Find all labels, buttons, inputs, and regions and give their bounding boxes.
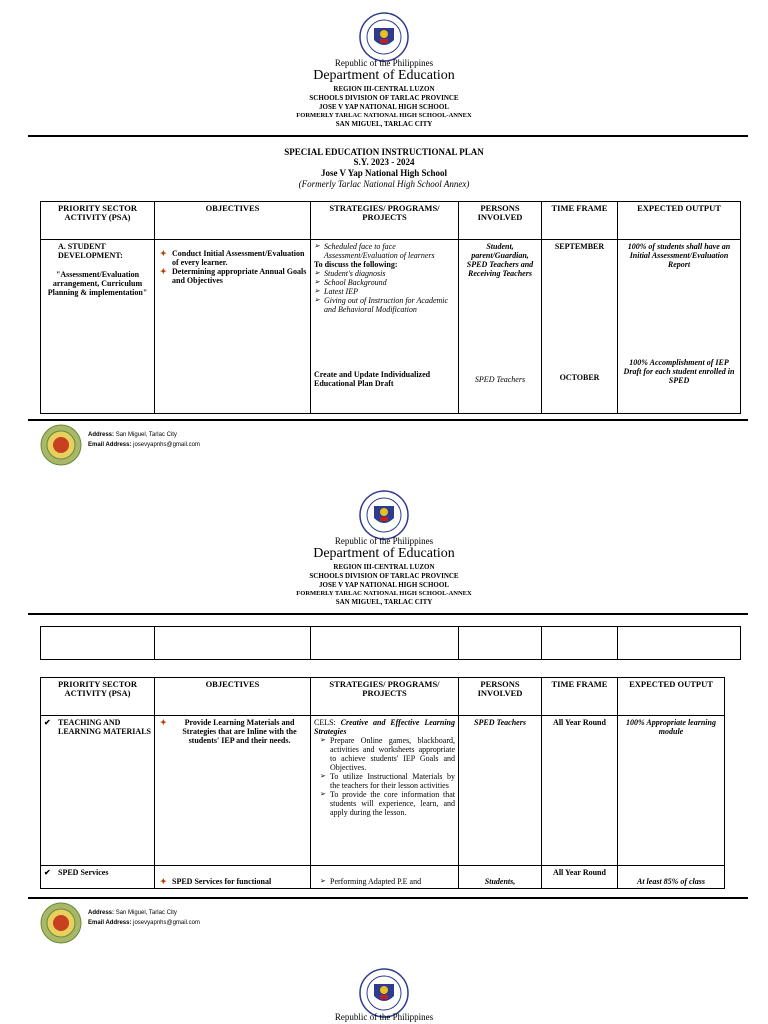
strategy-item: ➢ Performing Adapted P.E and — [320, 877, 455, 886]
footer-rule — [28, 419, 748, 421]
deped-seal-icon — [359, 490, 409, 540]
page-footer — [38, 424, 738, 468]
col-header-psa: PRIORITY SECTOR ACTIVITY (PSA) — [41, 678, 155, 716]
email-label: Email Address: — [88, 920, 132, 926]
email-value: josevyapnhs@gmail.com — [133, 442, 200, 448]
formerly-line: FORMERLY TARLAC NATIONAL HIGH SCHOOL-ANNEX — [296, 590, 472, 597]
persons-1: Student, parent/Guardian, SPED Teachers and Receiving Teachers — [466, 242, 534, 278]
output-cell — [618, 240, 741, 414]
strategy-list — [314, 242, 455, 260]
discuss-item: ➢ Student's diagnosis — [314, 269, 455, 278]
col-header-objectives: OBJECTIVES — [155, 202, 311, 240]
strategy-item: ➢ To provide the core information that students will experience, learn, and apply during the lesson. — [320, 790, 455, 817]
cels-line — [314, 718, 455, 736]
address-value: San Miguel, Tarlac City — [115, 432, 177, 438]
empty-cell — [459, 627, 542, 660]
objectives-cell — [155, 866, 311, 889]
page-footer — [38, 902, 738, 946]
persons-cell: SPED Teachers — [459, 716, 542, 866]
plan-title: SPECIAL EDUCATION INSTRUCTIONAL PLAN — [284, 147, 484, 157]
col-header-output: EXPECTED OUTPUT — [618, 202, 741, 240]
plan-table-1 — [40, 201, 741, 414]
footer-email — [88, 920, 200, 926]
time-cell: All Year Round — [542, 866, 618, 889]
school-logo-icon — [40, 424, 82, 466]
address-value: San Miguel, Tarlac City — [115, 910, 177, 916]
empty-row-table — [40, 626, 741, 660]
check-icon: ✔ — [44, 868, 51, 877]
discuss-list — [314, 269, 455, 314]
col-header-output: EXPECTED OUTPUT — [618, 678, 725, 716]
strategy-list — [314, 736, 455, 817]
empty-cell — [618, 627, 741, 660]
psa-item — [44, 718, 151, 736]
email-label: Email Address: — [88, 442, 132, 448]
empty-cell — [41, 627, 155, 660]
email-value: josevyapnhs@gmail.com — [133, 920, 200, 926]
city-line: SAN MIGUEL, TARLAC CITY — [335, 598, 433, 606]
header-rule — [28, 135, 748, 137]
objective-item: ✦ Conduct Initial Assessment/Evaluation of every learner. — [158, 249, 307, 267]
footer-rule — [28, 897, 748, 899]
deped-seal-icon — [359, 968, 409, 1018]
formerly-line: FORMERLY TARLAC NATIONAL HIGH SCHOOL-ANNEX — [296, 112, 472, 119]
objectives-cell — [155, 716, 311, 866]
objectives-cell — [155, 240, 311, 414]
objective-item: ✦ Determining appropriate Annual Goals and Objectives — [158, 267, 307, 285]
output-cell: 100% Appropriate learning module — [618, 716, 725, 866]
strategy-create: Create and Update Individualized Educational Plan Draft — [314, 370, 431, 388]
psa-item-label: SPED Services — [58, 868, 109, 877]
city-line: SAN MIGUEL, TARLAC CITY — [335, 120, 433, 128]
strategies-cell — [311, 240, 459, 414]
region-line: REGION III-CENTRAL LUZON — [333, 563, 435, 571]
school-line: JOSE V YAP NATIONAL HIGH SCHOOL — [319, 581, 449, 589]
col-header-persons: PERSONS INVOLVED — [459, 678, 542, 716]
school-line: JOSE V YAP NATIONAL HIGH SCHOOL — [319, 103, 449, 111]
objective-item: ✦ Provide Learning Materials and Strategies that are Inline with the students' IEP and their needs. — [158, 718, 307, 745]
header-rule — [28, 613, 748, 615]
republic-line: Republic of the Philippines — [334, 58, 434, 68]
strategy-discuss: To discuss the following: — [314, 260, 398, 269]
discuss-item: ➢ School Background — [314, 278, 455, 287]
col-header-objectives: OBJECTIVES — [155, 678, 311, 716]
plan-sy: S.Y. 2023 - 2024 — [353, 157, 415, 167]
output-2: 100% Accomplishment of IEP Draft for each student enrolled in SPED — [623, 358, 735, 385]
col-header-time: TIME FRAME — [542, 202, 618, 240]
strategies-cell — [311, 716, 459, 866]
strategy-list — [314, 877, 455, 886]
col-header-psa: PRIORITY SECTOR ACTIVITY (PSA) — [41, 202, 155, 240]
cels-text: Creative and Effective Learning Strategies — [314, 718, 455, 736]
deped-seal-icon — [359, 12, 409, 62]
department-title: Department of Education — [313, 546, 455, 561]
footer-address — [88, 432, 177, 438]
division-line: SCHOOLS DIVISION OF TARLAC PROVINCE — [309, 94, 459, 102]
region-line: REGION III-CENTRAL LUZON — [333, 85, 435, 93]
objectives-list — [158, 718, 307, 745]
discuss-item: ➢ Giving out of Instruction for Academic and Behavioral Modification — [314, 296, 455, 314]
col-header-persons: PERSONS INVOLVED — [459, 202, 542, 240]
republic-line: Republic of the Philippines — [334, 536, 434, 546]
objective-item: ✦ SPED Services for functional — [158, 877, 307, 886]
time-cell: All Year Round — [542, 716, 618, 866]
persons-cell — [459, 240, 542, 414]
psa-item — [44, 868, 151, 877]
plan-table-2 — [40, 677, 725, 889]
school-logo-icon — [40, 902, 82, 944]
empty-cell — [155, 627, 311, 660]
col-header-strategies: STRATEGIES/ PROGRAMS/ PROJECTS — [311, 202, 459, 240]
division-line: SCHOOLS DIVISION OF TARLAC PROVINCE — [309, 572, 459, 580]
footer-address — [88, 910, 177, 916]
psa-cell — [41, 866, 155, 889]
strategies-cell — [311, 866, 459, 889]
plan-formerly: (Formerly Tarlac National High School Annex) — [298, 179, 470, 189]
col-header-strategies: STRATEGIES/ PROGRAMS/ PROJECTS — [311, 678, 459, 716]
check-icon: ✔ — [44, 718, 51, 727]
output-cell: At least 85% of class — [618, 866, 725, 889]
time-cell — [542, 240, 618, 414]
republic-line: Republic of the Philippines — [334, 1012, 434, 1022]
department-title: Department of Education — [313, 68, 455, 83]
address-label: Address: — [88, 432, 115, 438]
empty-cell — [542, 627, 618, 660]
discuss-item: ➢ Latest IEP — [314, 287, 455, 296]
psa-cell — [41, 716, 155, 866]
time-2: OCTOBER — [559, 373, 600, 382]
psa-item-label: TEACHING AND LEARNING MATERIALS — [58, 718, 151, 736]
address-label: Address: — [88, 910, 115, 916]
strategy-item: ➢ Scheduled face to face Assessment/Evaluation of learners — [314, 242, 455, 260]
persons-2: SPED Teachers — [474, 375, 526, 384]
col-header-time: TIME FRAME — [542, 678, 618, 716]
cels-label: CELS: — [314, 718, 336, 727]
empty-cell — [311, 627, 459, 660]
output-1: 100% of students shall have an Initial Assessment/Evaluation Report — [627, 242, 731, 269]
strategy-item: ➢ To utilize Instructional Materials by the teachers for their lesson activities — [320, 772, 455, 790]
strategy-item: ➢ Prepare Online games, blackboard, activities and worksheets appropriate to achieve students' IEP Goals and Objectives. — [320, 736, 455, 772]
footer-email — [88, 442, 200, 448]
psa-desc: "Assessment/Evaluation arrangement, Curriculum Planning & implementation" — [47, 270, 148, 297]
time-1: SEPTEMBER — [554, 242, 605, 251]
persons-cell: Students, — [459, 866, 542, 889]
objectives-list — [158, 249, 307, 285]
objectives-list — [158, 877, 307, 886]
psa-item: A. STUDENT DEVELOPMENT: — [58, 242, 123, 260]
plan-school: Jose V Yap National High School — [320, 168, 448, 178]
psa-cell — [41, 240, 155, 414]
